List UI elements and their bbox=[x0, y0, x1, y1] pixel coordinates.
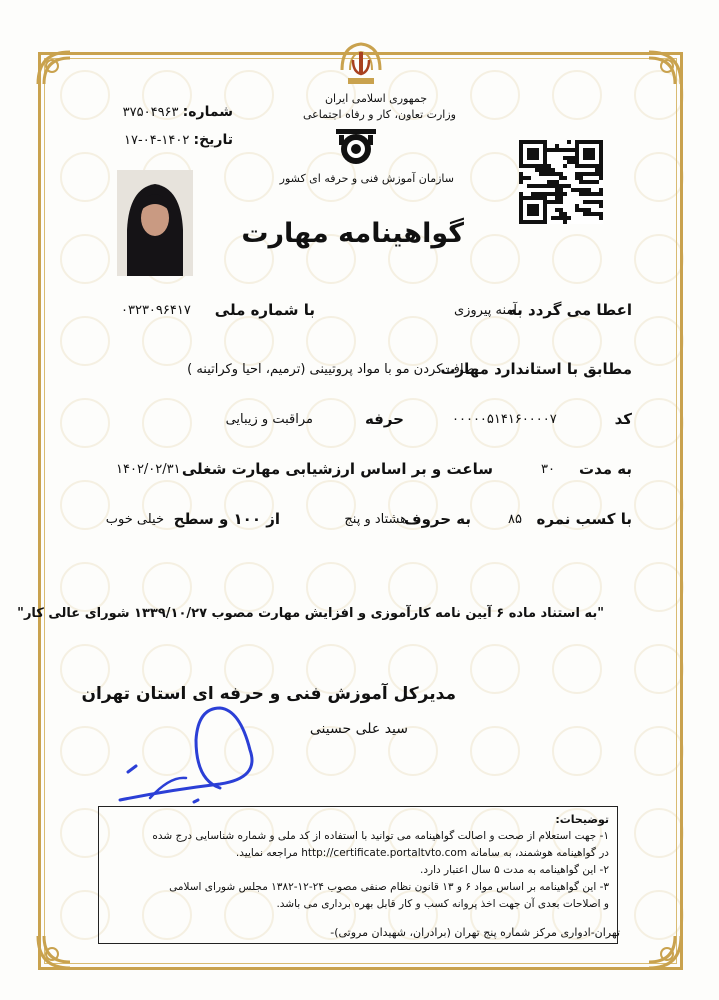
organization-name: سازمان آموزش فنی و حرفه ای کشور bbox=[279, 172, 454, 185]
date-value: ۱۴۰۲-۰۴-۱۷ bbox=[124, 133, 190, 148]
tvto-logo-icon bbox=[333, 127, 379, 167]
notes-line: ۱- جهت استعلام از صحت و اصالت گواهینامه می توانید با استفاده از کد ملی و شماره شناسایی درج شده bbox=[152, 830, 609, 842]
out-of-label: از ۱۰۰ و سطح bbox=[173, 510, 280, 528]
corner-ornament-bottom-right bbox=[619, 906, 689, 976]
notes-title: توضیحات: bbox=[555, 813, 609, 826]
letters-value: هشتاد و پنج bbox=[344, 512, 407, 527]
notes-line: ۲- این گواهینامه به مدت ۵ سال اعتبار دارد. bbox=[420, 864, 609, 876]
score-value: ۸۵ bbox=[508, 512, 522, 527]
qr-code bbox=[519, 140, 603, 224]
republic-name: جمهوری اسلامی ایران bbox=[324, 92, 427, 105]
iran-emblem-icon bbox=[336, 40, 386, 90]
trade-label: حرفه bbox=[364, 410, 404, 428]
duration-label: به مدت bbox=[579, 460, 632, 478]
number-label: شماره: bbox=[182, 104, 233, 120]
notes-line: ۳- این گواهینامه بر اساس مواد ۶ و ۱۳ قانون نظام صنفی مصوب ۲۴-۱۲-۱۳۸۲ مجلس شورای اسلامی bbox=[169, 881, 609, 893]
notes-line: و اصلاحات بعدی آن جهت اخذ پروانه کسب و کار قابل بهره برداری می باشد. bbox=[276, 898, 609, 910]
legal-citation: "به استناد ماده ۶ آیین نامه کارآموزی و افزایش مهارت مصوب ۱۳۳۹/۱۰/۲۷ شورای عالی کار" bbox=[17, 606, 604, 621]
trade-value: مراقبت و زیبایی bbox=[225, 412, 313, 427]
corner-ornament-bottom-left bbox=[30, 906, 100, 976]
certificate-title: گواهینامه مهارت bbox=[241, 218, 464, 249]
corner-ornament-top-right bbox=[619, 44, 689, 114]
code-value: ۰۰۰۰۰۵۱۴۱۶۰۰۰۰۷ bbox=[452, 412, 557, 427]
granted-label: اعطا می گردد به bbox=[508, 301, 632, 319]
address-line: تهران-ادواری مرکز شماره پنج تهران (برادران، شهیدان مروتی)- bbox=[330, 926, 620, 939]
national-id-value: ۰۳۲۳۰۹۶۴۱۷ bbox=[121, 303, 191, 318]
number-value: ۳۷۵۰۴۹۶۳ bbox=[122, 105, 179, 120]
exam-date: ۱۴۰۲/۰۲/۳۱ bbox=[116, 462, 181, 477]
level-value: خیلی خوب bbox=[105, 512, 164, 527]
granted-value: آمنه پیروزی bbox=[453, 303, 517, 318]
ministry-name: وزارت تعاون، کار و رفاه اجتماعی bbox=[302, 108, 456, 121]
notes-box bbox=[98, 806, 618, 944]
hours-label: ساعت و بر اساس ارزشیابی مهارت شغلی bbox=[181, 460, 493, 478]
standard-value: صاف کردن مو با مواد پروتیینی (ترمیم، احیا وکراتینه ) bbox=[187, 362, 475, 377]
duration-value: ۳۰ bbox=[541, 462, 555, 477]
standard-label: مطابق با استاندارد مهارت bbox=[440, 360, 632, 378]
corner-ornament-top-left bbox=[30, 44, 100, 114]
signatory-position: مدیرکل آموزش فنی و حرفه ای استان تهران bbox=[81, 684, 456, 704]
letters-label: به حروف bbox=[404, 510, 471, 528]
score-label: با کسب نمره bbox=[536, 510, 632, 528]
code-label: کد bbox=[614, 410, 632, 428]
national-id-label: با شماره ملی bbox=[214, 301, 315, 319]
notes-line: در گواهینامه هوشمند، به سامانه http://certificate.portaltvto.com مراجعه نمایید. bbox=[235, 847, 609, 859]
holder-photo bbox=[117, 170, 193, 276]
handwritten-signature bbox=[110, 680, 280, 810]
date-label: تاریخ: bbox=[193, 132, 233, 148]
signatory-name: سید علی حسینی bbox=[309, 721, 408, 737]
